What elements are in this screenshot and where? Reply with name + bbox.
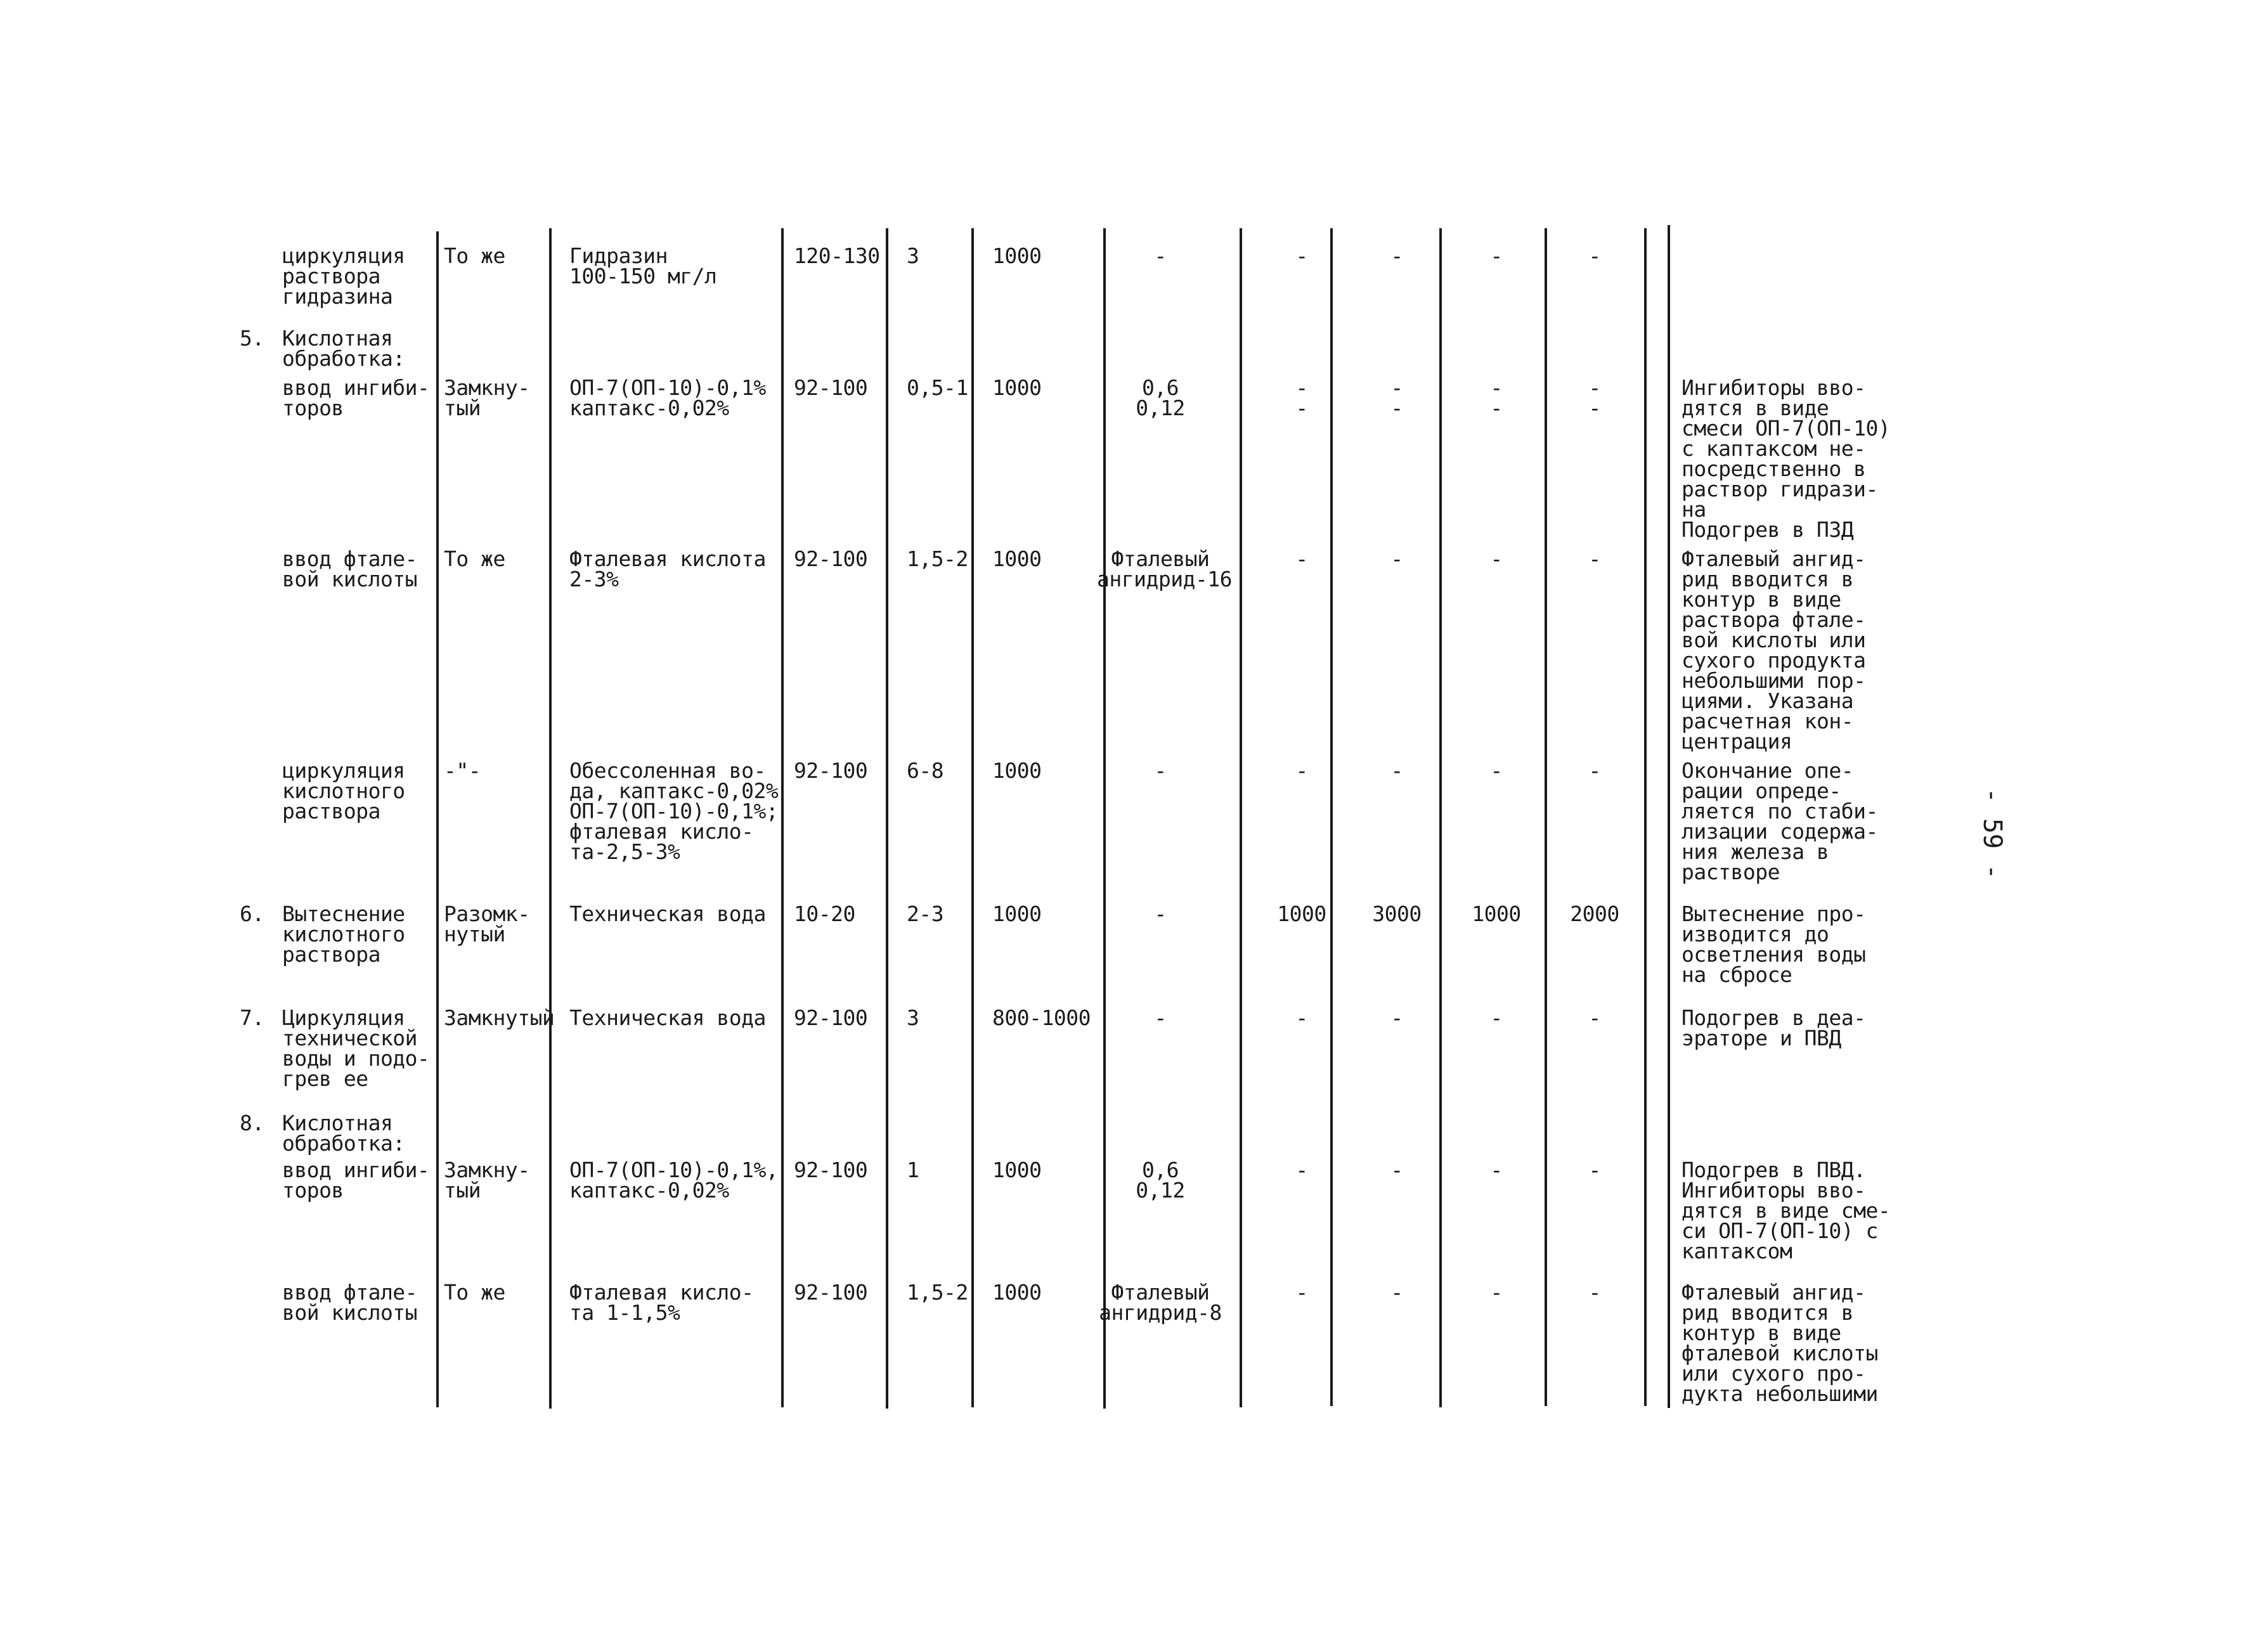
cell-temp: 92-100 <box>794 758 868 783</box>
cell-reagent: Техническая вода <box>569 901 766 926</box>
cell-flow: 1000 <box>992 243 1042 268</box>
cell-c1: - <box>1154 243 1167 268</box>
cell-c5: - - <box>1588 375 1601 420</box>
cell-scheme: То же <box>444 243 505 268</box>
cell-c4: - <box>1490 1158 1503 1182</box>
cell-flow: 1000 <box>992 758 1042 783</box>
cell-c2: - <box>1295 1280 1308 1305</box>
column-separator <box>886 228 888 1409</box>
cell-c1: - <box>1154 1005 1167 1030</box>
cell-temp: 92-100 <box>794 546 868 571</box>
cell-reagent: Фталевая кисло- та 1-1,5% <box>569 1280 754 1325</box>
cell-duration: 3 <box>907 243 919 268</box>
cell-operation: ввод ингиби- торов <box>282 1158 430 1203</box>
cell-num: 8. <box>240 1111 264 1135</box>
cell-c1: 0,6 0,12 <box>1136 375 1185 420</box>
cell-temp: 92-100 <box>794 1280 868 1305</box>
cell-c5: - <box>1588 546 1601 571</box>
cell-reagent: Гидразин 100-150 мг/л <box>569 243 717 288</box>
cell-c4: - <box>1490 758 1503 783</box>
cell-duration: 1 <box>907 1158 919 1182</box>
cell-operation: Кислотная обработка: <box>282 1111 405 1156</box>
cell-reagent: Техническая вода <box>569 1005 766 1030</box>
cell-temp: 92-100 <box>794 1158 868 1182</box>
cell-operation: циркуляция кислотного раствора <box>282 758 405 823</box>
cell-flow: 1000 <box>992 546 1042 571</box>
cell-flow: 1000 <box>992 1280 1042 1305</box>
cell-reagent: Обессоленная во- да, каптакс-0,02% ОП-7(ОП-10)-0,1%; фталевая кисло- та-2,5-3% <box>569 758 779 864</box>
cell-c1: 0,6 0,12 <box>1136 1158 1185 1203</box>
cell-c2: 1000 <box>1277 901 1326 926</box>
cell-c5: - <box>1588 1005 1601 1030</box>
cell-note: Подогрев в деа- эраторе и ПВД <box>1682 1005 1866 1050</box>
cell-c3: - <box>1390 1158 1403 1182</box>
column-separator <box>1668 225 1670 1408</box>
cell-c5: - <box>1588 243 1601 268</box>
cell-c2: - <box>1295 1005 1308 1030</box>
cell-c4: - <box>1490 546 1503 571</box>
cell-operation: Циркуляция технической воды и подо- грев ее <box>282 1005 430 1091</box>
cell-scheme: -"- <box>444 758 481 783</box>
cell-c5: - <box>1588 758 1601 783</box>
cell-c1: Фталевый ангидрид-8 <box>1099 1280 1222 1325</box>
cell-c2: - <box>1295 243 1308 268</box>
cell-flow: 1000 <box>992 901 1042 926</box>
cell-scheme: Разомк- нутый <box>444 901 530 946</box>
cell-temp: 120-130 <box>794 243 880 268</box>
cell-duration: 3 <box>907 1005 919 1030</box>
column-separator <box>1240 228 1242 1407</box>
cell-num: 7. <box>240 1005 264 1030</box>
cell-duration: 6-8 <box>907 758 944 783</box>
cell-operation: Кислотная обработка: <box>282 326 405 371</box>
cell-note: Вытеснение про- изводится до осветления воды на сбросе <box>1682 901 1866 987</box>
cell-c3: - <box>1390 243 1403 268</box>
cell-c2: - - <box>1295 375 1308 420</box>
cell-c4: - <box>1490 1005 1503 1030</box>
column-separator <box>971 228 974 1407</box>
cell-scheme: Замкнутый <box>444 1005 555 1030</box>
cell-c3: - <box>1390 1280 1403 1305</box>
cell-c5: - <box>1588 1280 1601 1305</box>
cell-note: Фталевый ангид- рид вводится в контур в виде раствора фтале- вой кислоты или сухого продукта небольшими пор- циями. Указана расчетная кон- центрация <box>1682 546 1866 754</box>
cell-num: 5. <box>240 326 264 351</box>
cell-c3: - <box>1390 546 1403 571</box>
cell-note: Фталевый ангид- рид вводится в контур в виде фталевой кислоты или сухого про- дукта небольшими <box>1682 1280 1878 1406</box>
cell-c1: Фталевый ангидрид-16 <box>1097 546 1233 591</box>
cell-c2: - <box>1295 546 1308 571</box>
cell-c3: - <box>1390 1005 1403 1030</box>
cell-c3: 3000 <box>1372 901 1422 926</box>
cell-operation: ввод ингиби- торов <box>282 375 430 420</box>
cell-reagent: ОП-7(ОП-10)-0,1%, каптакс-0,02% <box>569 1158 779 1203</box>
cell-operation: ввод фтале- вой кислоты <box>282 1280 418 1325</box>
cell-reagent: ОП-7(ОП-10)-0,1% каптакс-0,02% <box>569 375 766 420</box>
cell-operation: Вытеснение кислотного раствора <box>282 901 405 967</box>
cell-c5: - <box>1588 1158 1601 1182</box>
cell-c3: - <box>1390 758 1403 783</box>
cell-num: 6. <box>240 901 264 926</box>
cell-note: Подогрев в ПВД. Ингибиторы вво- дятся в виде сме- си ОП-7(ОП-10) с каптаксом <box>1682 1158 1891 1263</box>
cell-flow: 1000 <box>992 1158 1042 1182</box>
cell-c1: - <box>1154 901 1167 926</box>
cell-duration: 2-3 <box>907 901 944 926</box>
cell-temp: 10-20 <box>794 901 855 926</box>
cell-c3: - - <box>1390 375 1403 420</box>
cell-c4: - <box>1490 1280 1503 1305</box>
column-separator <box>549 228 552 1409</box>
cell-temp: 92-100 <box>794 375 868 400</box>
cell-duration: 0,5-1 <box>907 375 968 400</box>
page-number: - 59 - <box>1978 787 2007 880</box>
cell-temp: 92-100 <box>794 1005 868 1030</box>
cell-operation: ввод фтале- вой кислоты <box>282 546 418 591</box>
cell-c2: - <box>1295 1158 1308 1182</box>
column-separator <box>781 228 784 1407</box>
cell-flow: 800-1000 <box>992 1005 1091 1030</box>
cell-c4: - - <box>1490 375 1503 420</box>
cell-note: Ингибиторы вво- дятся в виде смеси ОП-7(ОП-10) с каптаксом не- посредственно в раствор гидрази- на Подогрев в ПЗД <box>1682 375 1891 542</box>
cell-note: Окончание опе- рации опреде- ляется по стаби- лизации содержа- ния железа в растворе <box>1682 758 1878 884</box>
cell-c2: - <box>1295 758 1308 783</box>
cell-flow: 1000 <box>992 375 1042 400</box>
cell-c1: - <box>1154 758 1167 783</box>
cell-c5: 2000 <box>1570 901 1619 926</box>
cell-operation: циркуляция раствора гидразина <box>282 243 405 309</box>
cell-scheme: Замкну- тый <box>444 375 530 420</box>
cell-reagent: Фталевая кислота 2-3% <box>569 546 766 591</box>
cell-scheme: Замкну- тый <box>444 1158 530 1203</box>
cell-c4: - <box>1490 243 1503 268</box>
cell-scheme: То же <box>444 546 505 571</box>
cell-duration: 1,5-2 <box>907 1280 968 1305</box>
cell-scheme: То же <box>444 1280 505 1305</box>
cell-duration: 1,5-2 <box>907 546 968 571</box>
cell-c4: 1000 <box>1472 901 1521 926</box>
column-separator <box>436 231 439 1407</box>
